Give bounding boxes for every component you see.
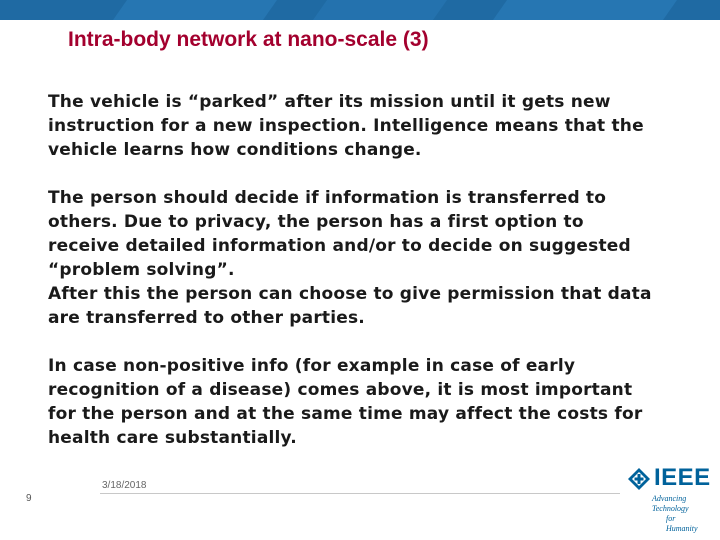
body-paragraph-3	[48, 354, 642, 450]
tagline-line: for Humanity	[666, 514, 698, 533]
paragraph-line: others. Due to privacy, the person has a first option to	[48, 212, 584, 232]
paragraph-line: The person should decide if information is transferred to	[48, 188, 607, 208]
paragraph-line: instruction for a new inspection. Intelligence means that the	[48, 116, 644, 136]
paragraph-line: are transferred to other parties.	[48, 308, 365, 328]
ieee-wordmark: IEEE	[654, 464, 711, 491]
footer-divider	[100, 493, 620, 494]
paragraph-line: After this the person can choose to give permission that data	[48, 284, 652, 304]
paragraph-line: In case non-positive info (for example in case of early	[48, 356, 576, 376]
page-number: 9	[26, 493, 32, 504]
paragraph-line: receive detailed information and/or to decide on suggested	[48, 236, 631, 256]
paragraph-line: vehicle learns how conditions change.	[48, 140, 422, 160]
paragraph-line: health care substantially.	[48, 428, 297, 448]
banner-stripe	[313, 0, 447, 20]
banner-stripe	[493, 0, 677, 20]
body-paragraph-2	[48, 186, 652, 330]
ieee-logo	[624, 462, 711, 533]
paragraph-line: The vehicle is “parked” after its mission until it gets new	[48, 92, 611, 112]
ieee-diamond-icon	[628, 468, 650, 490]
tagline-line: Advancing Technology	[652, 494, 689, 513]
top-banner	[0, 0, 720, 20]
ieee-tagline	[652, 494, 708, 534]
banner-stripe	[113, 0, 277, 20]
slide-date: 3/18/2018	[102, 480, 147, 491]
body-paragraph-1	[48, 90, 644, 162]
paragraph-line: recognition of a disease) comes above, it is most important	[48, 380, 633, 400]
slide-title: Intra-body network at nano-scale (3)	[68, 28, 429, 51]
paragraph-line: “problem solving”.	[48, 260, 235, 280]
paragraph-line: for the person and at the same time may affect the costs for	[48, 404, 643, 424]
